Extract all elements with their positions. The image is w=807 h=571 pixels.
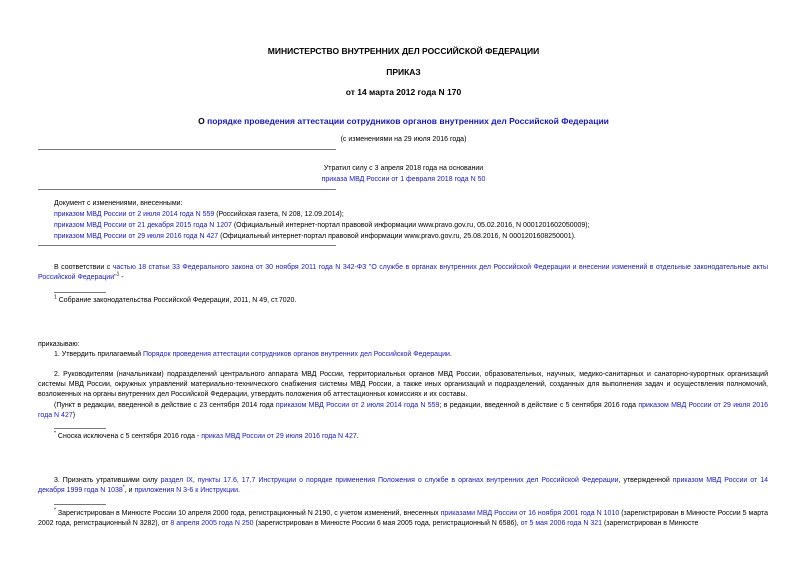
item-3-link-3[interactable]: приложения N 3-6 к Инструкции <box>134 487 239 494</box>
title-link[interactable]: порядке проведения аттестации сотрудников органов внутренних дел Российской Федерации <box>207 116 609 126</box>
preamble <box>38 263 768 283</box>
item-2-text: 2. Руководителям (начальникам) подразделений центрального аппарата МВД России, территориальных органов МВД России, образовательных, научных, медико-санитарных и санаторно-курортных организаций системы МВД России, окружных управлений материально-технического снабжения системы МВД России, а также иных организаций и подразделений, созданных для выполнения задач и осуществления полномочий, возложенных на органы внутренних дел Российской Федерации, утвердить положения об аттестационных комиссиях и их составы. <box>38 371 768 398</box>
item-3-link-2[interactable]: приказом МВД России от 14 декабря 1999 года N 1038 <box>38 477 768 494</box>
expiry-line: Утратил силу с 3 апреля 2018 года на основании <box>323 165 484 172</box>
footnote-2 <box>54 432 359 442</box>
item-2-note-suffix: ) <box>72 412 76 419</box>
item-1-link[interactable]: Порядок проведения аттестации сотрудников органов внутренних дел Российской Федерации <box>142 351 450 358</box>
change-item-3 <box>54 232 576 242</box>
item-3-mark: * <box>122 484 125 491</box>
item-2-note-link-2[interactable]: приказом МВД России от 29 июля 2016 года N 427 <box>38 402 768 419</box>
item-3-mid-2: , и <box>124 487 135 494</box>
item-3-suffix: . <box>238 487 240 494</box>
change-link-1[interactable]: приказом МВД России от 2 июля 2014 года N 559 <box>54 211 215 218</box>
footnote-divider <box>54 504 106 505</box>
change-item-2 <box>54 221 590 231</box>
doc-type: ПРИКАЗ <box>386 67 421 77</box>
footnote-3-text-1: Зарегистрирован в Минюсте России 10 апреля 2000 года, регистрационный N 2190, с учетом изменений, внесенных <box>55 510 441 517</box>
item-2-note <box>38 401 768 421</box>
doc-date-number: от 14 марта 2012 года N 170 <box>345 87 462 97</box>
change-link-3[interactable]: приказом МВД России от 29 июля 2016 года N 427 <box>54 233 219 240</box>
item-1-suffix: . <box>449 351 452 358</box>
footnote-2-link[interactable]: приказ МВД России от 29 июля 2016 года N 427 <box>201 433 357 440</box>
footnote-3-link-3[interactable]: от 5 мая 2006 года N 321 <box>520 520 603 527</box>
item-2-note-prefix: (Пункт в редакции, введенной в действие с 23 сентября 2014 года <box>54 402 276 409</box>
footnote-1 <box>54 296 296 306</box>
item-2-note-link-1[interactable]: приказом МВД России от 2 июля 2014 года N 559 <box>275 402 440 409</box>
divider <box>38 245 336 246</box>
item-3-prefix: 3. Признать утратившими силу <box>54 477 161 484</box>
footnote-3-text-4: (зарегистрирован в Минюсте <box>602 520 699 527</box>
item-2-note-mid: ; в редакции, введенной в действие с 5 сентября 2016 года <box>439 402 639 409</box>
divider <box>38 149 336 150</box>
divider <box>38 189 336 190</box>
change-item-1 <box>54 210 344 220</box>
doc-title <box>0 116 807 126</box>
footnote-3 <box>38 509 768 529</box>
preamble-suffix: - <box>119 274 124 281</box>
expiry-link[interactable]: приказа МВД России от 1 февраля 2018 года N 50 <box>321 176 486 183</box>
item-1 <box>54 350 452 360</box>
change-text-1: (Российская газета, N 208, 12.09.2014); <box>214 211 344 218</box>
item-3 <box>38 476 768 496</box>
order-word: приказываю: <box>38 341 80 348</box>
title-prefix: О <box>198 116 208 126</box>
footnote-1-mark: 1 <box>54 294 57 301</box>
footnote-1-text: Собрание законодательства Российской Федерации, 2011, N 49, ст.7020. <box>56 297 297 304</box>
footnote-divider <box>54 428 106 429</box>
change-text-2: (Официальный интернет-портал правовой информации www.pravo.gov.ru, 05.02.2016, N 0001201602050009); <box>231 222 590 229</box>
footnote-3-mark: * <box>54 507 56 514</box>
change-text-3: (Официальный интернет-портал правовой информации www.pravo.gov.ru, 25.08.2016, N 0001201608250001). <box>218 233 576 240</box>
footnote-2-suffix: . <box>356 433 359 440</box>
footnote-2-text: Сноска исключена с 5 сентября 2016 года - <box>55 433 202 440</box>
footnote-3-link-1[interactable]: приказами МВД России от 16 ноября 2001 года N 1010 <box>440 510 620 517</box>
preamble-footnote-mark: 1 <box>116 271 120 278</box>
preamble-prefix: В соответствии с <box>54 264 113 271</box>
item-3-mid-1: , утвержденной <box>618 477 673 484</box>
edition-note: (с изменениями на 29 июля 2016 года) <box>340 136 467 143</box>
preamble-link[interactable]: частью 18 статьи 33 Федерального закона от 30 ноября 2011 года N 342-ФЗ "О службе в органах внутренних дел Российской Федерации и внесении изменений в отдельные законодательные акты Российской Федерации" <box>38 264 769 281</box>
footnote-3-text-2: (зарегистрирован в Минюсте России 5 марта 2002 года, регистрационный N 3282), от <box>38 510 768 527</box>
footnote-divider <box>54 292 106 293</box>
changes-heading: Документ с изменениями, внесенными: <box>54 200 183 207</box>
item-1-prefix: 1. Утвердить прилагаемый <box>54 351 143 358</box>
ministry-title: МИНИСТЕРСТВО ВНУТРЕННИХ ДЕЛ РОССИЙСКОЙ ФЕДЕРАЦИИ <box>267 46 540 56</box>
item-2 <box>38 370 768 400</box>
footnote-3-link-2[interactable]: 8 апреля 2005 года N 250 <box>170 520 254 527</box>
footnote-3-text-3: (зарегистрирован в Минюсте России 6 мая 2005 года, регистрационный N 6586), <box>253 520 521 527</box>
expiry-link-line <box>0 175 807 185</box>
footnote-2-mark: * <box>54 430 56 437</box>
change-link-2[interactable]: приказом МВД России от 21 декабря 2015 года N 1207 <box>54 222 232 229</box>
item-3-link-1[interactable]: раздел IX, пункты 17.6, 17.7 Инструкции о порядке применения Положения о службе в органах внутренних дел Российской Федерации <box>160 477 619 484</box>
